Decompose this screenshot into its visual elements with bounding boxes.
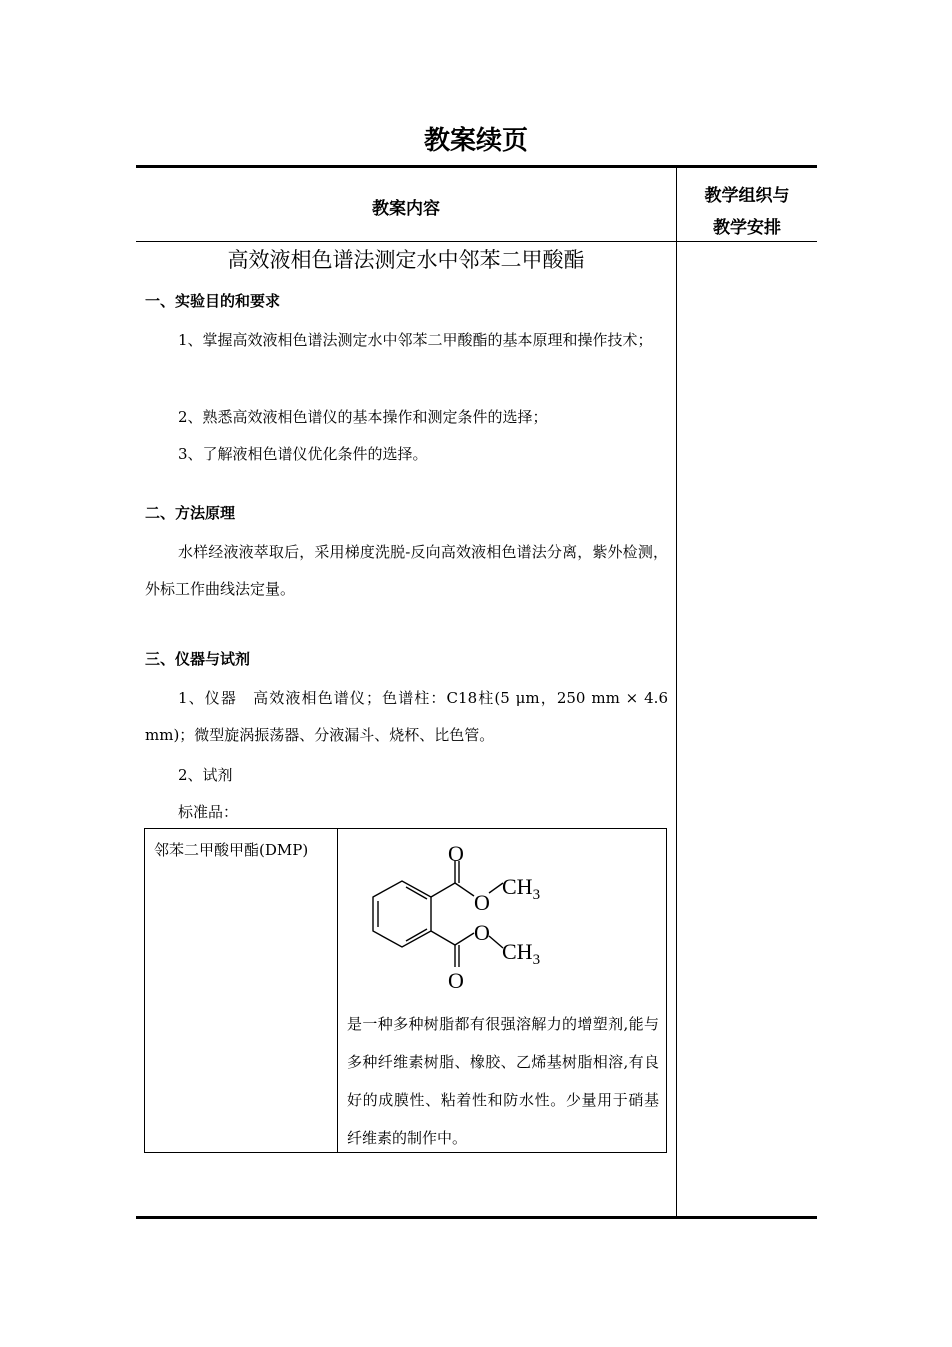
header-org-line2: 教学安排 xyxy=(713,218,781,238)
column-divider xyxy=(676,167,677,1218)
section-3-item-2: 2、试剂 xyxy=(178,766,233,784)
ester-oxygen-2: O xyxy=(474,920,490,945)
table-top-border xyxy=(136,165,817,168)
header-bottom-border xyxy=(136,241,817,242)
methyl-2-subscript: 3 xyxy=(532,952,541,968)
methyl-2-label: CH xyxy=(502,939,533,964)
section-1-item-2: 2、熟悉高效液相色谱仪的基本操作和测定条件的选择； xyxy=(178,408,548,426)
header-content: 教案内容 xyxy=(372,199,440,219)
carbonyl-oxygen-top: O xyxy=(448,841,464,866)
compound-name: 邻苯二甲酸甲酯(DMP) xyxy=(154,841,309,859)
benzene-ring-shape xyxy=(373,881,431,947)
section-3-item-1: 1、仪器 高效液相色谱仪；色谱柱：C18柱(5 μm，250 mm × 4.6 mm)；微型旋涡振荡器、分液漏斗、烧杯、比色管。 xyxy=(145,689,668,744)
standards-label: 标准品： xyxy=(178,803,239,821)
compound-description: 是一种多种树脂都有很强溶解力的增塑剂,能与多种纤维素树脂、橡胶、乙烯基树脂相溶,有良好的成膜性、粘着性和防水性。少量用于硝基纤维素的制作中。 xyxy=(347,1015,659,1147)
dmp-structure-diagram xyxy=(345,837,545,1002)
section-2-text: 水样经液液萃取后，采用梯度洗脱-反向高效液相色谱法分离，紫外检测，外标工作曲线法定量。 xyxy=(145,543,668,598)
page-title: 教案续页 xyxy=(423,126,528,156)
table-bottom-border xyxy=(136,1216,817,1219)
methyl-1-subscript: 3 xyxy=(532,887,541,903)
standards-table-divider xyxy=(337,829,338,1152)
section-3-heading: 三、仪器与试剂 xyxy=(145,650,251,668)
ester-oxygen-1: O xyxy=(474,890,490,915)
document-title: 高效液相色谱法测定水中邻苯二甲酸酯 xyxy=(227,248,585,272)
methyl-group-2 xyxy=(502,939,540,968)
methyl-group-1 xyxy=(502,874,540,903)
section-1-item-1: 1、掌握高效液相色谱法测定水中邻苯二甲酸酯的基本原理和操作技术； xyxy=(178,331,653,349)
carbonyl-oxygen-bottom: O xyxy=(448,968,464,993)
methyl-1-label: CH xyxy=(502,874,533,899)
standards-table xyxy=(144,828,667,1153)
section-2-heading: 二、方法原理 xyxy=(145,504,236,522)
header-org-line1: 教学组织与 xyxy=(704,186,790,206)
section-1-item-3: 3、了解液相色谱仪优化条件的选择。 xyxy=(178,445,428,463)
section-1-heading: 一、实验目的和要求 xyxy=(145,292,281,310)
